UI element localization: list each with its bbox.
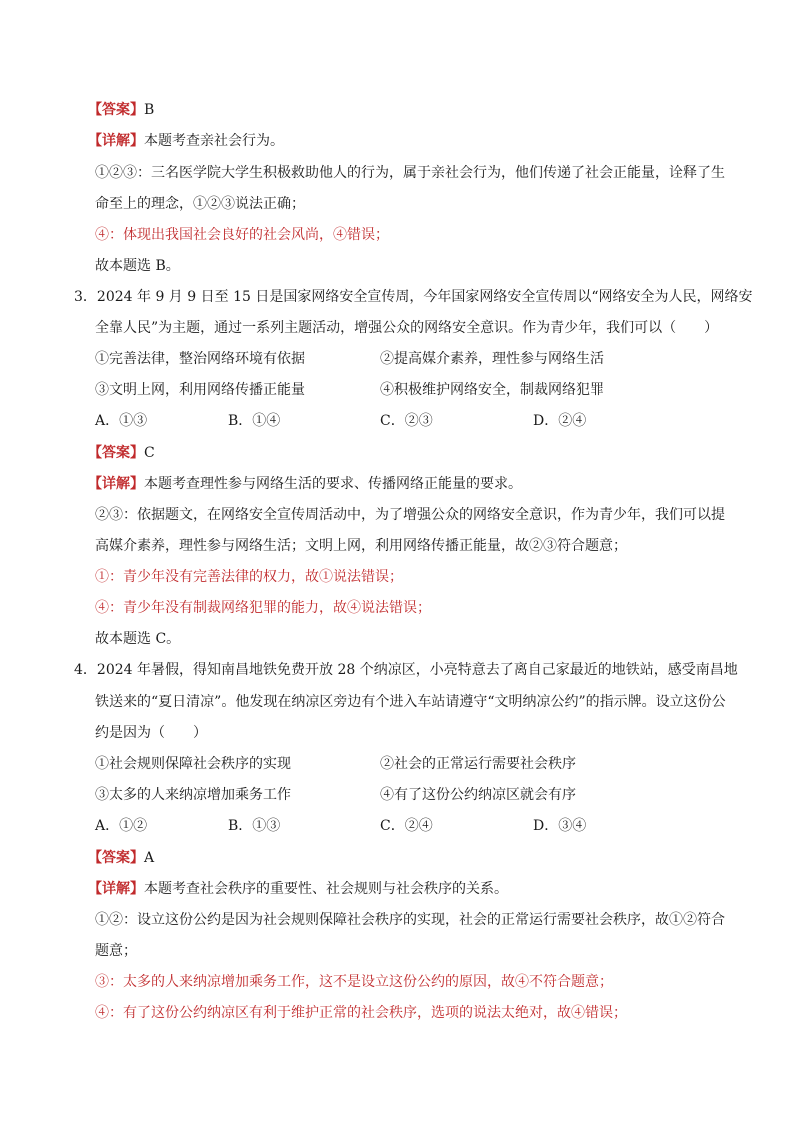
q3-option-c: C．②③ (380, 413, 433, 429)
q4-stem-1 (74, 660, 738, 680)
answer-tag: 【答案】 (88, 850, 144, 866)
q4-statement-3: ③太多的人来纳凉增加乘务工作 (95, 787, 291, 803)
q4-option-c: C．②④ (380, 818, 433, 834)
q4-explanation-3: ④：有了这份公约纳凉区有利于维护正常的社会秩序，选项的说法太绝对，故④错误； (95, 1005, 627, 1021)
q3-statement-1: ①完善法律，整治网络环境有依据 (95, 351, 305, 367)
detail-text: 本题考查社会秩序的重要性、社会规则与社会秩序的关系。 (144, 881, 508, 897)
q2-explanation-1: ①②③：三名医学院大学生积极救助他人的行为，属于亲社会行为，他们传递了社会正能量，诠释了生 (95, 165, 725, 181)
detail-tag: 【详解】 (88, 881, 144, 897)
q3-statement-2: ②提高媒介素养，理性参与网络生活 (380, 351, 604, 367)
stem-text: 2024 年 9 月 9 日至 15 日是国家网络安全宣传周，今年国家网络安全宣传周以“网络安全为人民，网络安 (96, 289, 753, 305)
q2-answer-line (88, 100, 154, 120)
q4-answer-line (88, 848, 154, 868)
detail-text: 本题考查亲社会行为。 (144, 133, 284, 149)
q3-explanation-2: ①：青少年没有完善法律的权力，故①说法错误； (95, 569, 403, 585)
answer-value: C (144, 445, 155, 461)
stem-text: 2024 年暑假，得知南昌地铁免费开放 28 个纳凉区，小亮特意去了离自己家最近的地铁站，感受南昌地 (96, 662, 738, 678)
q4-stem-3: 约是因为（ ） (95, 725, 207, 741)
q3-conclusion: 故本题选 C。 (95, 631, 181, 647)
q3-stem-2: 全靠人民”为主题，通过一系列主题活动，增强公众的网络安全意识。作为青少年，我们可以（ ） (95, 320, 719, 336)
q4-option-b: B．①③ (228, 818, 281, 834)
q3-statement-4: ④积极维护网络安全，制裁网络犯罪 (380, 382, 604, 398)
q4-stem-2: 铁送来的“夏日清凉”。他发现在纳凉区旁边有个进入车站请遵守“文明纳凉公约”的指示牌。设立这份公 (95, 694, 726, 710)
q4-option-d: D．③④ (533, 818, 587, 834)
q3-option-d: D．②④ (533, 413, 587, 429)
q4-statement-4: ④有了这份公约纳凉区就会有序 (380, 787, 576, 803)
q4-statement-2: ②社会的正常运行需要社会秩序 (380, 756, 576, 772)
q3-option-a: A．①③ (95, 413, 148, 429)
q4-detail-line (88, 879, 508, 899)
q2-explanation-2: ④：体现出我国社会良好的社会风尚，④错误； (95, 227, 389, 243)
q4-option-a: A．①② (95, 818, 148, 834)
answer-tag: 【答案】 (88, 102, 144, 118)
q4-explanation-1: ①②：设立这份公约是因为社会规则保障社会秩序的实现，社会的正常运行需要社会秩序，故①②符合 (95, 912, 725, 928)
question-number: 4． (74, 662, 97, 678)
q3-statement-3: ③文明上网，利用网络传播正能量 (95, 382, 305, 398)
q2-explanation-1-cont: 命至上的理念，①②③说法正确； (95, 196, 305, 212)
detail-tag: 【详解】 (88, 476, 144, 492)
q3-explanation-1-cont: 高媒介素养，理性参与网络生活；文明上网，利用网络传播正能量，故②③符合题意； (95, 538, 627, 554)
q3-answer-line (88, 443, 155, 463)
answer-value: A (144, 850, 155, 866)
q4-explanation-1-cont: 题意； (95, 943, 137, 959)
q2-detail-line (88, 131, 284, 151)
q3-detail-line (88, 474, 522, 494)
q4-explanation-2: ③：太多的人来纳凉增加乘务工作，这不是设立这份公约的原因，故④不符合题意； (95, 974, 613, 990)
q3-explanation-3: ④：青少年没有制裁网络犯罪的能力，故④说法错误； (95, 600, 431, 616)
q3-option-b: B．①④ (228, 413, 281, 429)
detail-tag: 【详解】 (88, 133, 144, 149)
q4-statement-1: ①社会规则保障社会秩序的实现 (95, 756, 291, 772)
question-number: 3． (74, 289, 97, 305)
q3-explanation-1: ②③：依据题文，在网络安全宣传周活动中，为了增强公众的网络安全意识，作为青少年，我们可以提 (95, 507, 725, 523)
q2-conclusion: 故本题选 B。 (95, 258, 180, 274)
q3-stem-1 (74, 287, 753, 307)
detail-text: 本题考查理性参与网络生活的要求、传播网络正能量的要求。 (144, 476, 522, 492)
answer-tag: 【答案】 (88, 445, 144, 461)
answer-value: B (144, 102, 155, 118)
